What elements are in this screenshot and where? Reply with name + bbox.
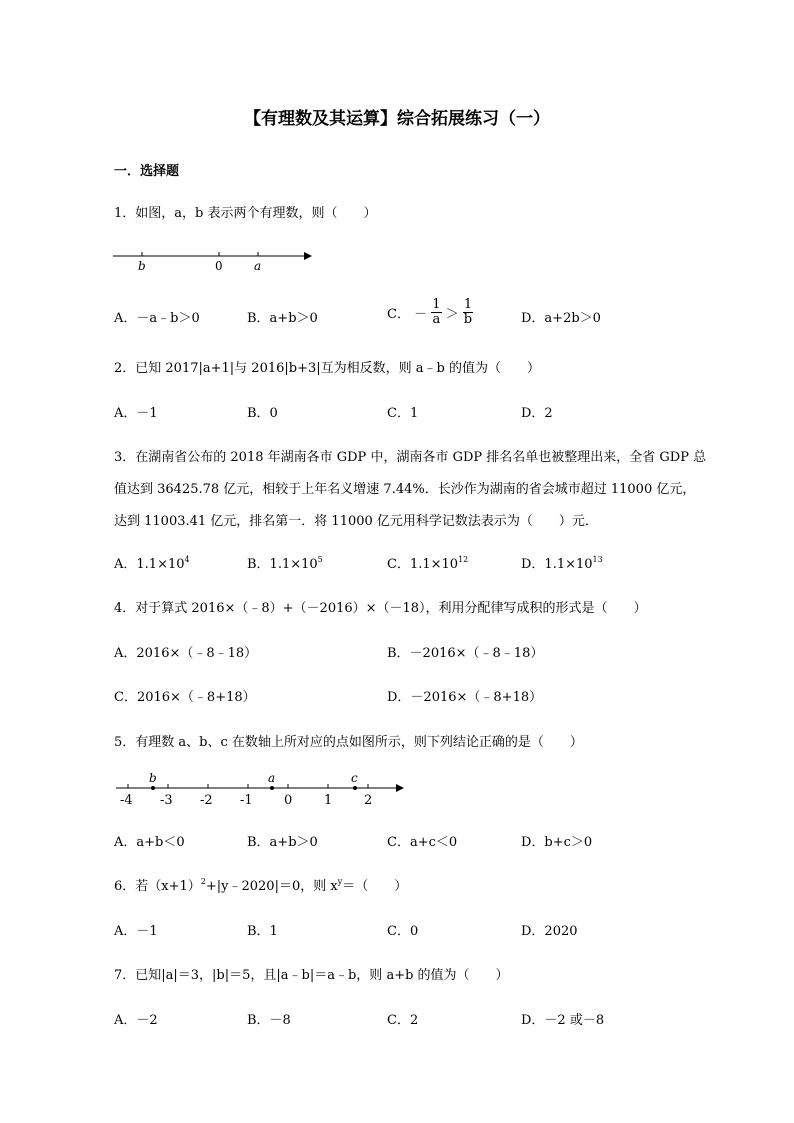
q4-option-d[interactable]: D．－2016×（﹣8+18）: [387, 690, 543, 705]
tick-label-1: 1: [324, 793, 333, 808]
option-text: A．1.1×10: [114, 557, 185, 572]
q5-option-b[interactable]: B．a+b＞0: [247, 835, 318, 850]
option-text: D．1.1×10: [521, 557, 593, 572]
exponent: 2: [200, 877, 206, 886]
point-a: [270, 786, 274, 790]
tick-label-neg2: -2: [200, 793, 213, 808]
q4-option-b[interactable]: B．－2016×（﹣8﹣18）: [387, 646, 544, 661]
section-heading: 一．选择题: [114, 164, 180, 179]
q1-option-d[interactable]: D．a+2b＞0: [521, 311, 601, 326]
tick-label-2: 2: [364, 793, 373, 808]
option-text: C．1.1×10: [387, 557, 459, 572]
q2-option-a[interactable]: A．－1: [114, 406, 158, 421]
denominator: a: [432, 312, 441, 327]
q7-option-d[interactable]: D．－2 或－8: [521, 1013, 605, 1028]
q1-option-c-prefix: C．: [387, 307, 410, 322]
q5-option-c[interactable]: C．a+c＜0: [387, 835, 458, 850]
point-label-b: b: [149, 771, 157, 785]
question-3-line-2: 值达到 36425.78 亿元，相较于上年名义增速 7.44%．长沙作为湖南的省会城市超过 11000 亿元，: [114, 482, 696, 497]
question-1-number-line: [108, 244, 320, 274]
tick-label-neg1: -1: [240, 793, 253, 808]
point-b: [151, 786, 155, 790]
q1-option-b[interactable]: B．a+b＞0: [247, 311, 318, 326]
question-3-line-3: 达到 11003.41 亿元，排名第一．将 11000 亿元用科学记数法表示为（ ）元．: [114, 514, 598, 529]
q6-option-a[interactable]: A．－1: [114, 924, 158, 939]
exponent: 4: [184, 555, 190, 564]
axis-label-a: a: [254, 259, 262, 273]
q5-option-d[interactable]: D．b+c＞0: [521, 835, 593, 850]
q3-option-c[interactable]: [387, 553, 468, 572]
q3-option-d[interactable]: [521, 553, 603, 572]
greater-than: ＞: [445, 307, 459, 322]
arrow-head-icon: [304, 252, 312, 260]
arrow-head-icon: [396, 784, 404, 792]
point-c: [353, 786, 357, 790]
q6-option-d[interactable]: D．2020: [521, 924, 578, 939]
point-label-a: a: [268, 771, 276, 785]
minus-sign: －: [414, 307, 428, 322]
axis-label-b: b: [138, 259, 146, 273]
q1-option-c[interactable]: [387, 298, 473, 327]
numerator: 1: [432, 297, 441, 312]
question-2-stem: 2．已知 2017|a+1|与 2016|b+3|互为相反数，则 a﹣b 的值为（ ）: [114, 361, 540, 376]
stem-part: 6．若（x+1）: [114, 879, 201, 894]
q5-option-a[interactable]: A．a+b＜0: [114, 835, 185, 850]
q6-option-c[interactable]: C．0: [387, 924, 419, 939]
question-3-line-1: 3．在湖南省公布的 2018 年湖南各市 GDP 中，湖南各市 GDP 排名名单也被整理出来，全省 GDP 总: [114, 450, 707, 465]
point-label-c: c: [351, 771, 358, 785]
tick-label-neg3: -3: [160, 793, 173, 808]
q2-option-c[interactable]: C．1: [387, 406, 419, 421]
q3-option-a[interactable]: [114, 553, 190, 572]
stem-part: +|y﹣2020|＝0，则 x: [205, 879, 338, 894]
exponent: 12: [458, 555, 469, 564]
fraction-1-over-a: [431, 298, 441, 327]
q7-option-a[interactable]: A．－2: [114, 1013, 158, 1028]
numerator: 1: [463, 297, 473, 312]
q2-option-d[interactable]: D．2: [521, 406, 553, 421]
denominator: b: [463, 312, 473, 327]
axis-label-0: 0: [215, 259, 223, 273]
question-1-stem: 1．如图，a，b 表示两个有理数，则（ ）: [114, 206, 377, 221]
q2-option-b[interactable]: B．0: [247, 406, 278, 421]
exponent: 13: [592, 555, 603, 564]
q4-option-a[interactable]: A．2016×（﹣8﹣18）: [114, 646, 258, 661]
question-5-stem: 5．有理数 a、b、c 在数轴上所对应的点如图所示，则下列结论正确的是（ ）: [114, 735, 583, 750]
page-title: 【有理数及其运算】综合拓展练习（一）: [244, 109, 550, 129]
q4-option-c[interactable]: C．2016×（﹣8+18）: [114, 690, 256, 705]
q7-option-c[interactable]: C．2: [387, 1013, 419, 1028]
q1-option-a[interactable]: A．－a﹣b＞0: [114, 311, 200, 326]
tick-label-0: 0: [284, 793, 293, 808]
fraction-1-over-b: [463, 298, 473, 327]
exponent: y: [337, 877, 343, 886]
exponent: 5: [317, 555, 323, 564]
question-4-stem: 4．对于算式 2016×（﹣8）+（－2016）×（－18），利用分配律写成积的形式是（ ）: [114, 601, 647, 616]
stem-part: ＝（ ）: [342, 879, 408, 894]
question-6-stem: [114, 875, 407, 894]
q6-option-b[interactable]: B．1: [247, 924, 278, 939]
option-text: B．1.1×10: [247, 557, 318, 572]
question-7-stem: 7．已知|a|＝3，|b|＝5，且|a﹣b|＝a﹣b，则 a+b 的值为（ ）: [114, 968, 509, 983]
q7-option-b[interactable]: B．－8: [247, 1013, 291, 1028]
q3-option-b[interactable]: [247, 553, 323, 572]
question-5-number-line: [110, 768, 410, 810]
tick-label-neg4: -4: [120, 793, 133, 808]
